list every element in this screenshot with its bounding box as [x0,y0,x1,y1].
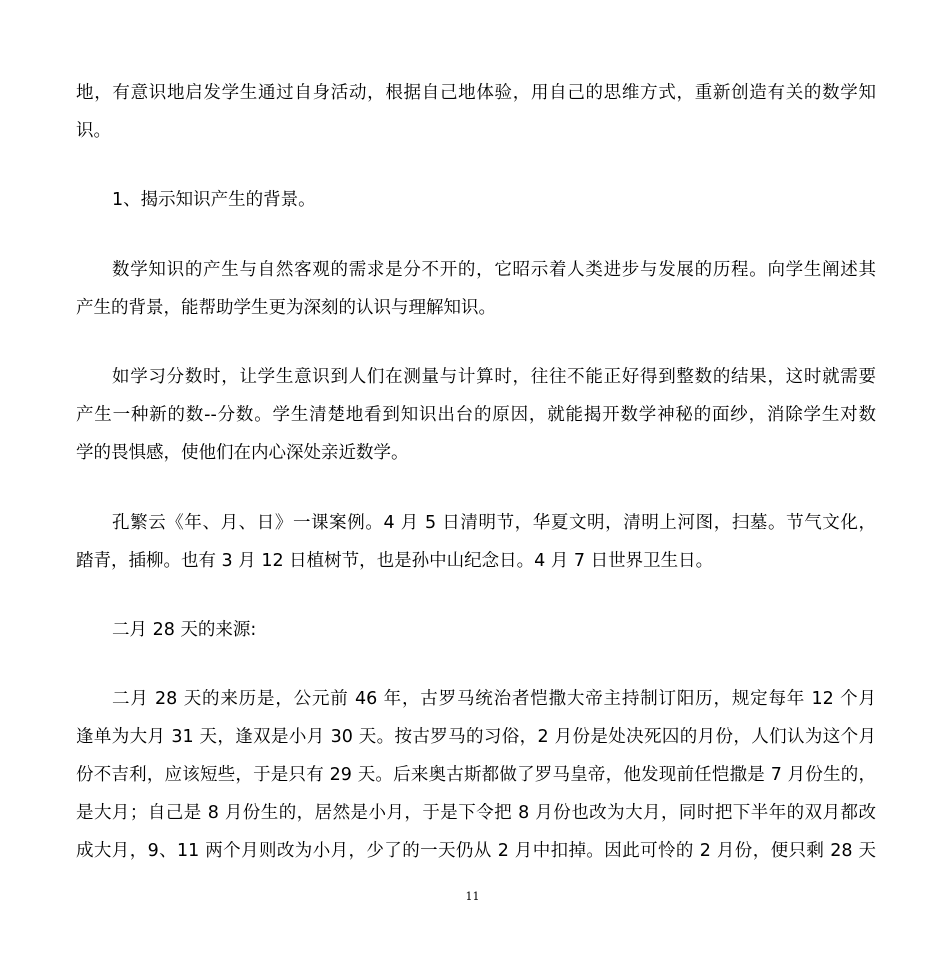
text-line: 是大月；自己是 8 月份生的，居然是小月，于是下令把 8 月份也改为大月，同时把下半年的双月都改 [76,803,876,823]
section-heading [76,611,876,649]
text-line: 踏青，插柳。也有 3 月 12 日植树节，也是孙中山纪念日。4 月 7 日世界卫生日。 [76,551,714,571]
text-line: 二月 28 天的来源: [112,620,257,640]
text-line: 数学知识的产生与自然客观的需求是分不开的，它昭示着人类进步与发展的历程。向学生阐述其 [112,260,876,280]
paragraph [76,358,876,472]
text-line: 地，有意识地启发学生通过自身活动，根据自己地体验，用自己的思维方式，重新创造有关的数学知 [76,83,876,103]
paragraph [76,504,876,580]
page-number: 11 [465,890,480,903]
text-line: 产生的背景，能帮助学生更为深刻的认识与理解知识。 [76,298,496,318]
text-line: 学的畏惧感，使他们在内心深处亲近数学。 [76,443,409,463]
text-line: 识。 [76,121,111,141]
text-line: 成大月，9、11 两个月则改为小月，少了的一天仍从 2 月中扣掉。因此可怜的 2 月份，便只剩 28 天 [76,841,876,861]
text-line: 产生一种新的数--分数。学生清楚地看到知识出台的原因，就能揭开数学神秘的面纱，消除学生对数 [76,405,876,425]
text-line: 1、揭示知识产生的背景。 [112,190,316,210]
text-line: 如学习分数时，让学生意识到人们在测量与计算时，往往不能正好得到整数的结果，这时就需要 [112,367,876,387]
paragraph [76,680,876,870]
paragraph [76,74,876,150]
section-heading [76,181,876,219]
text-line: 二月 28 天的来历是，公元前 46 年，古罗马统治者恺撒大帝主持制订阳历，规定每年 12 个月 [112,689,876,709]
text-line: 逢单为大月 31 天，逢双是小月 30 天。按古罗马的习俗，2 月份是处决死囚的月份，人们认为这个月 [76,727,876,747]
paragraph [76,251,876,327]
text-line: 孔繁云《年、月、日》一课案例。4 月 5 日清明节，华夏文明，清明上河图，扫墓。节气文化， [112,513,876,533]
text-line: 份不吉利，应该短些，于是只有 29 天。后来奥古斯都做了罗马皇帝，他发现前任恺撒是 7 月份生的， [76,765,876,785]
